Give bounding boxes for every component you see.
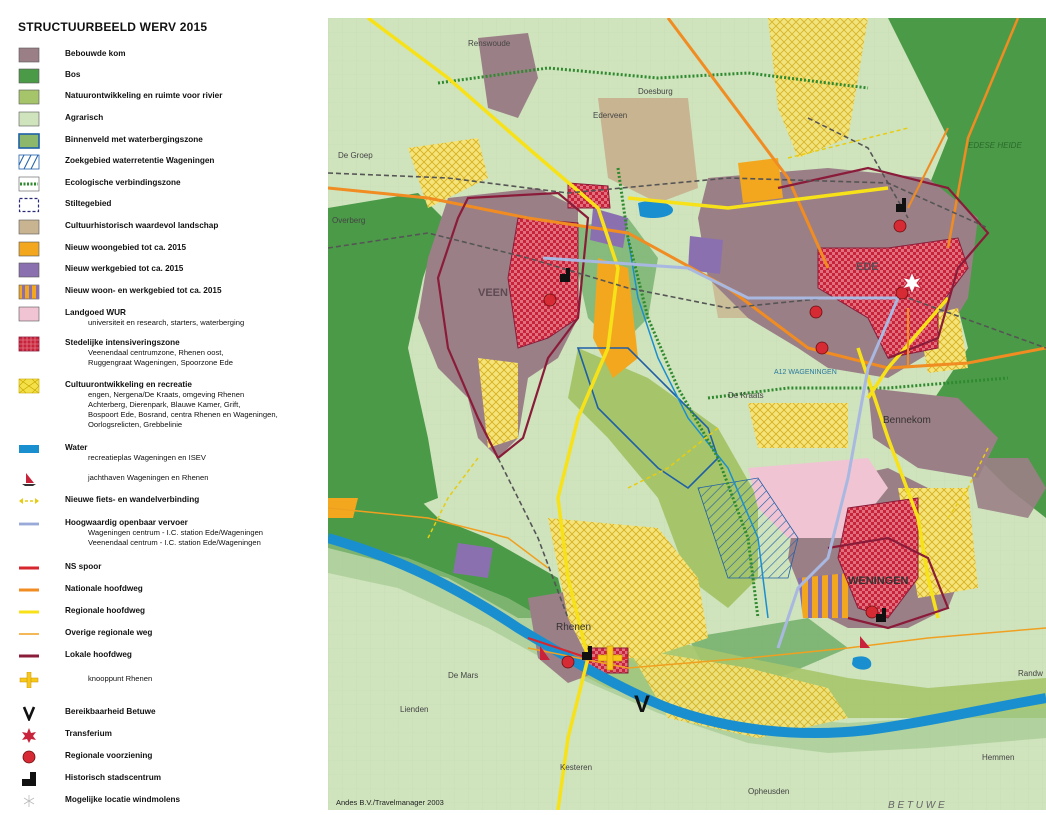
- label-randwijk: Randw: [1018, 669, 1043, 678]
- dot-icon: [18, 749, 40, 765]
- legend-label: Nieuw woongebied tot ca. 2015: [65, 243, 187, 252]
- legend-label: Bereikbaarheid Betuwe: [65, 707, 156, 716]
- recreatie-zone-bennekom: [748, 403, 848, 448]
- map-credit: Andes B.V./Travelmanager 2003: [336, 798, 444, 807]
- label-betuwe: B E T U W E: [888, 800, 945, 810]
- legend-label: NS spoor: [65, 562, 102, 571]
- legend-label: Bebouwde kom: [65, 49, 126, 58]
- label-edese-heide: EDESE HEIDE: [968, 141, 1022, 150]
- legend-symbol-cross-swatch: [18, 378, 40, 394]
- label-veenendaal: VEEN: [478, 287, 508, 299]
- legend-label: Regionale hoofdweg: [65, 606, 146, 615]
- legend-title: STRUCTUURBEELD WERV 2015: [18, 20, 208, 34]
- legend-symbol-stripe-swatch: [18, 284, 40, 300]
- church-icon: [18, 771, 40, 787]
- legend-symbol-line: [18, 648, 40, 664]
- legend-sublabel: Achterberg, Dierenpark, Blauwe Kamer, Grift,: [88, 400, 241, 409]
- label-ederveen: Ederveen: [593, 111, 628, 120]
- legend-symbol-blue-outline-swatch: [18, 133, 40, 149]
- windmill-icon: [18, 793, 40, 809]
- legend-label: Zoekgebied waterretentie Wageningen: [65, 156, 215, 165]
- label-opheusden: Opheusden: [748, 787, 790, 796]
- label-rhenen: Rhenen: [556, 622, 592, 633]
- legend-label: Stedelijke intensiveringszone: [65, 338, 180, 347]
- legend-label: Cultuurhistorisch waardevol landschap: [65, 221, 219, 230]
- label-ede: EDE: [856, 261, 879, 273]
- regionale-voorziening-ede-4: [816, 342, 828, 354]
- legend-label: Natuurontwikkeling en ruimte voor rivier: [65, 91, 223, 100]
- legend-label: Transferium: [65, 729, 112, 738]
- label-hemmen: Hemmen: [982, 753, 1015, 762]
- legend-label: Hoogwaardig openbaar vervoer: [65, 518, 188, 527]
- legend-symbol-swatch: [18, 262, 40, 278]
- legend-symbol-hatch-swatch: [18, 154, 40, 170]
- legend-label: Historisch stadscentrum: [65, 773, 162, 782]
- star-icon: [18, 727, 40, 743]
- label-de-groep: De Groep: [338, 151, 373, 160]
- legend-panel: [0, 0, 328, 815]
- regionale-voorziening-ede-3: [810, 306, 822, 318]
- legend-label: Ecologische verbindingszone: [65, 178, 181, 187]
- legend-symbol-swatch: [18, 47, 40, 63]
- label-kesteren: Kesteren: [560, 763, 593, 772]
- legend-sublabel: Bospoort Ede, Bosrand, centra Rhenen en Wageningen,: [88, 410, 278, 419]
- legend-label: Overige regionale weg: [65, 628, 153, 637]
- label-de-mars: De Mars: [448, 671, 479, 680]
- legend-sublabel: Veenendaal centrum - I.C. station Ede/Wageningen: [88, 538, 261, 547]
- legend-label: Stiltegebied: [65, 199, 112, 208]
- legend-label: Regionale voorziening: [65, 751, 153, 760]
- legend-label: Binnenveld met waterbergingszone: [65, 135, 203, 144]
- legend-symbol-thin-line: [18, 626, 40, 642]
- legend-sublabel: engen, Nergena/De Kraats, omgeving Rhenen: [88, 390, 245, 399]
- regionale-voorziening-ede-1: [894, 220, 906, 232]
- label-bennekom: Bennekom: [883, 415, 931, 426]
- legend-symbol-bike-line: [18, 493, 40, 509]
- legend-label: Nationale hoofdweg: [65, 584, 143, 593]
- legend-symbol-water: [18, 441, 40, 457]
- label-wageningen: WENINGEN: [848, 575, 909, 587]
- legend-label: Water: [65, 443, 88, 452]
- legend-sublabel: Ruggengraat Wageningen, Spoorzone Ede: [88, 358, 233, 367]
- map-canvas[interactable]: [328, 18, 1046, 810]
- legend-label: Nieuw woon- en werkgebied tot ca. 2015: [65, 286, 222, 295]
- legend-symbol-eco-swatch: [18, 176, 40, 192]
- legend-sublabel: Veenendaal centrumzone, Rhenen oost,: [88, 348, 224, 357]
- label-renswoude: Renswoude: [468, 39, 511, 48]
- junction-icon: [18, 672, 40, 688]
- legend-sublabel: knooppunt Rhenen: [88, 674, 153, 683]
- regionale-voorziening-rhenen: [562, 656, 574, 668]
- legend-label: Nieuw werkgebied tot ca. 2015: [65, 264, 184, 273]
- nieuw-werkgebied-3: [453, 543, 493, 578]
- legend-sublabel: Oorlogsrelicten, Grebbelinie: [88, 420, 183, 429]
- legend-symbol-dashed-swatch: [18, 197, 40, 213]
- legend-label: Bos: [65, 70, 81, 79]
- legend-symbol-line: [18, 582, 40, 598]
- label-lienden: Lienden: [400, 705, 429, 714]
- legend-sublabel: Wageningen centrum - I.C. station Ede/Wageningen: [88, 528, 264, 537]
- legend-label: Landgoed WUR: [65, 308, 126, 317]
- v-icon: [18, 705, 40, 721]
- legend-symbol-swatch: [18, 219, 40, 235]
- legend-symbol-swatch: [18, 68, 40, 84]
- legend-label: Lokale hoofdweg: [65, 650, 132, 659]
- legend-sublabel: recreatieplas Wageningen en ISEV: [88, 453, 206, 462]
- legend-label: Cultuurontwikkeling en recreatie: [65, 380, 192, 389]
- label-overberg: Overberg: [332, 216, 366, 225]
- legend-sublabel: universiteit en research, starters, waterberging: [88, 318, 245, 327]
- regionale-voorziening-veenendaal: [544, 294, 556, 306]
- legend-symbol-line: [18, 560, 40, 576]
- legend-symbol-check-swatch: [18, 336, 40, 352]
- label-doesburg: Doesburg: [638, 87, 673, 96]
- legend-symbol-swatch: [18, 306, 40, 322]
- legend-symbol-swatch: [18, 111, 40, 127]
- legend-label: Mogelijke locatie windmolens: [65, 795, 181, 804]
- label-de-kraats: De Kraats: [728, 391, 764, 400]
- legend-label: Agrarisch: [65, 113, 104, 122]
- legend-symbol-swatch: [18, 241, 40, 257]
- legend-sublabel: jachthaven Wageningen en Rhenen: [88, 473, 209, 482]
- boat-icon: [18, 471, 40, 487]
- bereikbaarheid-betuwe-mark: V: [634, 691, 651, 718]
- legend-symbol-swatch: [18, 89, 40, 105]
- legend-label: Nieuwe fiets- en wandelverbinding: [65, 495, 200, 504]
- legend-symbol-line: [18, 604, 40, 620]
- label-a12: A12 WAGENINGEN: [774, 369, 837, 376]
- legend-symbol-ov-line: [18, 516, 40, 532]
